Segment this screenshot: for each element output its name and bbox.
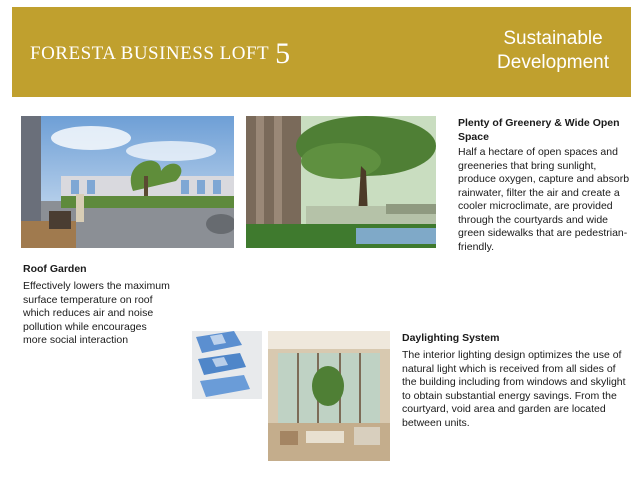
brand-logo [30,37,291,71]
page-title [497,27,609,75]
brand-name: FORESTA BUSINESS LOFT [30,43,270,64]
greenery-body: Half a hectare of open spaces and greeneries that bring sunlight, produce oxygen, capture and absorb rainwater, filter the air and create a cooler microclimate, are provided through the courtyards and wide green sidewalks that are pedestrian-friendly. [458,146,630,253]
header-banner [12,7,631,97]
brand-number: 5 [275,37,291,70]
page-title-line1: Sustainable [503,28,603,49]
page-title-line2: Development [497,52,609,73]
skylight-photo [192,331,262,399]
daylighting-body: The interior lighting design optimizes the use of natural light which is received from all sides of the building including from windows and skylight to obtain substantial energy savings. From the courtyard, void area and garden are located between units. [402,349,626,429]
interior-photo [268,331,390,461]
greenery-photo [246,116,436,248]
roof-garden-body: Effectively lowers the maximum surface temperature on roof which reduces air and noise pollution while encourages more social interaction [23,280,170,346]
roof-garden-photo [21,116,234,248]
daylighting-title: Daylighting System [402,332,500,344]
greenery-title: Plenty of Greenery & Wide Open Space [458,117,620,143]
roof-garden-title: Roof Garden [23,263,87,275]
